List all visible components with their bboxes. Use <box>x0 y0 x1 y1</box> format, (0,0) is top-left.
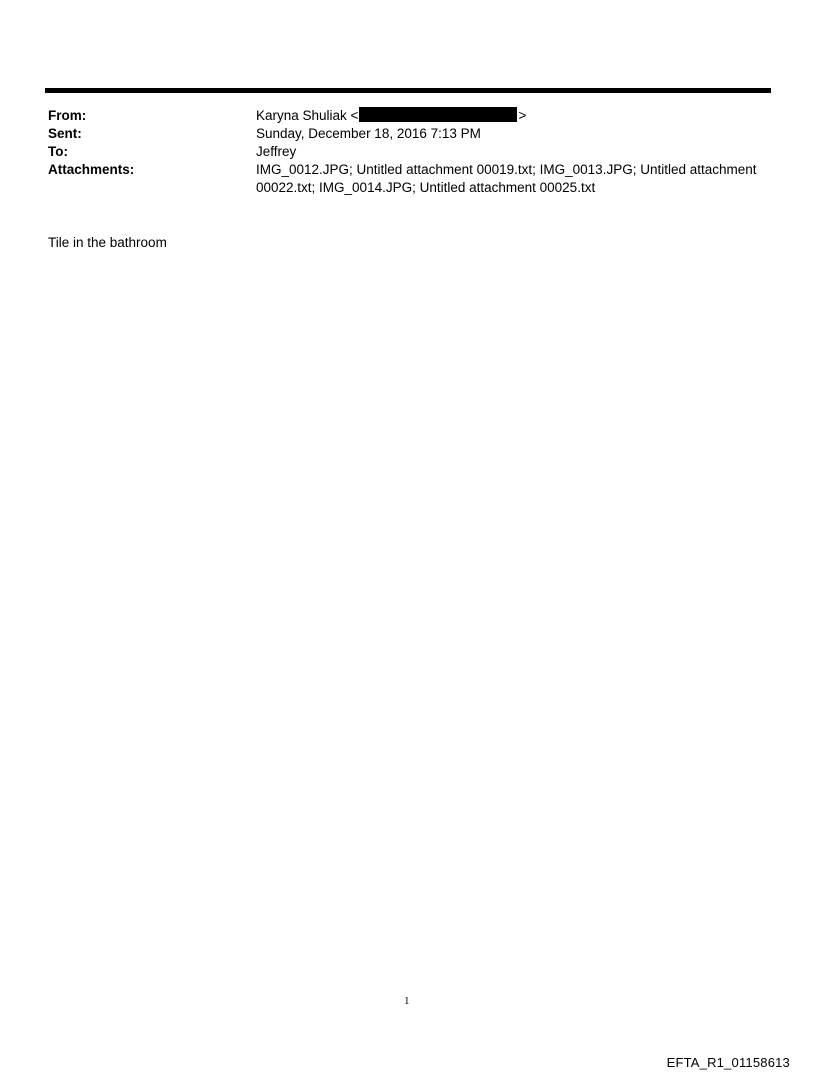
from-value <box>256 107 766 125</box>
header-divider <box>45 88 771 93</box>
sent-value: Sunday, December 18, 2016 7:13 PM <box>256 126 481 141</box>
email-body: Tile in the bathroom <box>48 235 167 250</box>
to-label: To: <box>48 144 68 159</box>
sender-name: Karyna Shuliak < <box>256 108 359 123</box>
page-number: 1 <box>404 995 410 1007</box>
document-id: EFTA_R1_01158613 <box>666 1055 790 1070</box>
sender-bracket: > <box>518 108 527 123</box>
attachments-label: Attachments: <box>48 162 135 177</box>
sent-label: Sent: <box>48 126 82 141</box>
to-value: Jeffrey <box>256 144 297 159</box>
from-label: From: <box>48 108 87 123</box>
attachments-line-2: 00022.txt; IMG_0014.JPG; Untitled attachment 00025.txt <box>256 180 596 195</box>
attachments-value <box>256 161 766 197</box>
attachments-line-1: IMG_0012.JPG; Untitled attachment 00019.txt; IMG_0013.JPG; Untitled attachment <box>256 162 757 177</box>
redaction-block <box>359 107 517 122</box>
